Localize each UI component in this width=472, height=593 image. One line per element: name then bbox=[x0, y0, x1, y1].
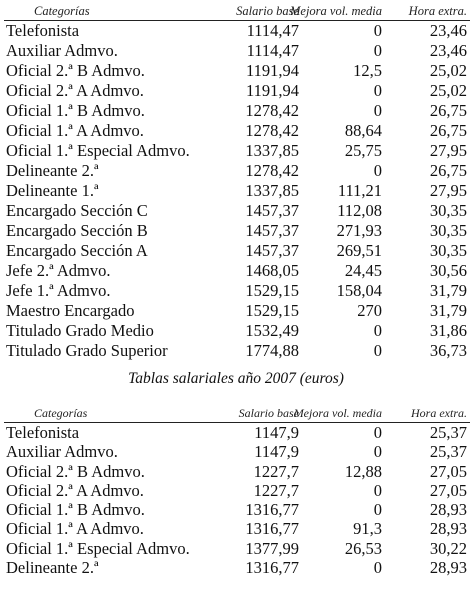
cell-salario-base: 1114,47 bbox=[246, 41, 299, 60]
header-salario-base: Salario base bbox=[236, 4, 299, 18]
cell-salario-base: 1337,85 bbox=[245, 141, 299, 160]
header-hora-extra: Hora extra. bbox=[411, 406, 467, 420]
header-mejora: Mejora vol. media bbox=[290, 4, 382, 18]
cell-salario-base: 1457,37 bbox=[245, 221, 299, 240]
cell-mejora: 0 bbox=[373, 480, 382, 500]
cell-mejora: 0 bbox=[373, 500, 382, 520]
table-row bbox=[4, 221, 470, 241]
cell-hora-extra: 36,73 bbox=[429, 341, 467, 360]
table-row bbox=[4, 61, 470, 81]
cell-categoria: Oficial 2.ª A Admvo. bbox=[6, 81, 144, 100]
table-row bbox=[4, 81, 470, 101]
cell-categoria: Maestro Encargado bbox=[6, 301, 135, 320]
cell-hora-extra: 25,37 bbox=[429, 442, 467, 462]
table-row bbox=[4, 519, 470, 538]
table-row bbox=[4, 141, 470, 161]
cell-salario-base: 1278,42 bbox=[245, 101, 299, 120]
cell-mejora: 12,5 bbox=[353, 61, 382, 80]
cell-categoria: Oficial 2.ª B Admvo. bbox=[6, 461, 145, 481]
cell-mejora: 88,64 bbox=[344, 121, 382, 140]
cell-categoria: Telefonista bbox=[6, 423, 80, 442]
cell-salario-base: 1114,47 bbox=[246, 21, 299, 40]
cell-salario-base: 1529,15 bbox=[245, 301, 299, 320]
cell-hora-extra: 26,75 bbox=[429, 121, 467, 140]
table-row bbox=[4, 442, 470, 461]
cell-hora-extra: 28,93 bbox=[429, 500, 467, 520]
cell-categoria: Encargado Sección B bbox=[6, 221, 148, 240]
cell-categoria: Oficial 2.ª A Admvo. bbox=[6, 480, 144, 500]
cell-mejora: 0 bbox=[373, 101, 382, 120]
cell-hora-extra: 27,05 bbox=[429, 461, 467, 481]
cell-mejora: 25,75 bbox=[344, 141, 382, 160]
header-categorias: Categorías bbox=[34, 406, 88, 420]
cell-salario-base: 1227,7 bbox=[253, 461, 299, 481]
cell-mejora: 271,93 bbox=[336, 221, 382, 240]
cell-hora-extra: 27,05 bbox=[429, 480, 467, 500]
cell-hora-extra: 23,46 bbox=[429, 41, 467, 60]
cell-salario-base: 1337,85 bbox=[245, 181, 299, 200]
salary-table-2007 bbox=[4, 404, 470, 577]
cell-categoria: Oficial 1.ª A Admvo. bbox=[6, 519, 144, 539]
cell-salario-base: 1191,94 bbox=[245, 61, 299, 80]
cell-categoria: Oficial 1.ª B Admvo. bbox=[6, 101, 145, 120]
table-row bbox=[4, 21, 470, 41]
cell-hora-extra: 23,46 bbox=[429, 21, 467, 40]
table-row bbox=[4, 423, 470, 442]
table-row bbox=[4, 201, 470, 221]
cell-hora-extra: 26,75 bbox=[429, 101, 467, 120]
cell-salario-base: 1532,49 bbox=[245, 321, 299, 340]
cell-categoria: Delineante 2.ª bbox=[6, 161, 99, 180]
cell-hora-extra: 30,35 bbox=[429, 201, 467, 220]
cell-salario-base: 1147,9 bbox=[254, 423, 299, 442]
cell-categoria: Auxiliar Admvo. bbox=[6, 41, 118, 60]
cell-salario-base: 1457,37 bbox=[245, 241, 299, 260]
cell-hora-extra: 31,79 bbox=[429, 301, 467, 320]
table-row bbox=[4, 341, 470, 361]
cell-hora-extra: 30,35 bbox=[429, 221, 467, 240]
table-row bbox=[4, 321, 470, 341]
cell-mejora: 111,21 bbox=[337, 181, 382, 200]
table-body bbox=[4, 21, 470, 361]
cell-salario-base: 1316,77 bbox=[245, 519, 299, 539]
header-mejora: Mejora vol. media bbox=[293, 406, 382, 420]
cell-hora-extra: 30,22 bbox=[429, 538, 467, 558]
cell-salario-base: 1316,77 bbox=[245, 558, 299, 578]
cell-mejora: 112,08 bbox=[337, 201, 382, 220]
cell-hora-extra: 25,37 bbox=[429, 423, 467, 442]
cell-salario-base: 1529,15 bbox=[245, 281, 299, 300]
header-categorias: Categorías bbox=[34, 4, 90, 18]
cell-categoria: Jefe 2.ª Admvo. bbox=[6, 261, 111, 280]
table-row bbox=[4, 41, 470, 61]
cell-categoria: Titulado Grado Medio bbox=[6, 321, 154, 340]
cell-mejora: 91,3 bbox=[353, 519, 382, 539]
cell-mejora: 0 bbox=[373, 81, 382, 100]
cell-categoria: Delineante 1.ª bbox=[6, 181, 99, 200]
cell-categoria: Delineante 2.ª bbox=[6, 558, 99, 578]
cell-hora-extra: 31,79 bbox=[429, 281, 467, 300]
cell-mejora: 12,88 bbox=[344, 461, 382, 481]
table-row bbox=[4, 101, 470, 121]
cell-categoria: Oficial 1.ª A Admvo. bbox=[6, 121, 144, 140]
cell-mejora: 0 bbox=[373, 321, 382, 340]
table-header bbox=[4, 2, 470, 21]
cell-salario-base: 1147,9 bbox=[254, 442, 299, 462]
cell-categoria: Oficial 1.ª Especial Admvo. bbox=[6, 538, 190, 558]
cell-mejora: 0 bbox=[373, 21, 382, 40]
cell-salario-base: 1468,05 bbox=[245, 261, 299, 280]
cell-hora-extra: 25,02 bbox=[429, 61, 467, 80]
table-row bbox=[4, 281, 470, 301]
cell-hora-extra: 27,95 bbox=[429, 181, 467, 200]
cell-mejora: 0 bbox=[373, 442, 382, 462]
cell-mejora: 0 bbox=[373, 423, 382, 442]
cell-hora-extra: 25,02 bbox=[429, 81, 467, 100]
table-row bbox=[4, 481, 470, 500]
cell-salario-base: 1278,42 bbox=[245, 121, 299, 140]
cell-salario-base: 1191,94 bbox=[245, 81, 299, 100]
cell-mejora: 26,53 bbox=[344, 538, 382, 558]
cell-mejora: 158,04 bbox=[336, 281, 382, 300]
cell-categoria: Oficial 2.ª B Admvo. bbox=[6, 61, 145, 80]
table-header bbox=[4, 404, 470, 423]
cell-categoria: Telefonista bbox=[6, 21, 80, 40]
cell-categoria: Oficial 1.ª B Admvo. bbox=[6, 500, 145, 520]
cell-hora-extra: 30,35 bbox=[429, 241, 467, 260]
header-salario-base: Salario base bbox=[238, 406, 299, 420]
cell-salario-base: 1278,42 bbox=[245, 161, 299, 180]
cell-categoria: Auxiliar Admvo. bbox=[6, 442, 118, 462]
salary-table-2006 bbox=[4, 2, 470, 361]
header-hora-extra: Hora extra. bbox=[408, 4, 467, 18]
cell-mejora: 0 bbox=[373, 341, 382, 360]
table-row bbox=[4, 500, 470, 519]
table-row bbox=[4, 121, 470, 141]
cell-salario-base: 1227,7 bbox=[253, 480, 299, 500]
cell-hora-extra: 27,95 bbox=[429, 141, 467, 160]
table-row bbox=[4, 241, 470, 261]
table-body bbox=[4, 423, 470, 577]
cell-mejora: 269,51 bbox=[336, 241, 382, 260]
cell-mejora: 24,45 bbox=[344, 261, 382, 280]
cell-salario-base: 1774,88 bbox=[245, 341, 299, 360]
cell-salario-base: 1457,37 bbox=[245, 201, 299, 220]
cell-mejora: 0 bbox=[373, 161, 382, 180]
cell-hora-extra: 30,56 bbox=[429, 261, 467, 280]
cell-mejora: 0 bbox=[373, 41, 382, 60]
table-row bbox=[4, 161, 470, 181]
cell-salario-base: 1377,99 bbox=[245, 538, 299, 558]
cell-categoria: Encargado Sección A bbox=[6, 241, 148, 260]
cell-categoria: Encargado Sección C bbox=[6, 201, 148, 220]
table-row bbox=[4, 181, 470, 201]
cell-salario-base: 1316,77 bbox=[245, 500, 299, 520]
cell-hora-extra: 28,93 bbox=[429, 558, 467, 578]
cell-categoria: Titulado Grado Superior bbox=[6, 341, 168, 360]
cell-hora-extra: 28,93 bbox=[429, 519, 467, 539]
table-caption: Tablas salariales año 2007 (euros) bbox=[128, 370, 344, 387]
cell-hora-extra: 31,86 bbox=[429, 321, 467, 340]
cell-hora-extra: 26,75 bbox=[429, 161, 467, 180]
cell-mejora: 270 bbox=[357, 301, 382, 320]
cell-categoria: Oficial 1.ª Especial Admvo. bbox=[6, 141, 190, 160]
table-row bbox=[4, 462, 470, 481]
table-row bbox=[4, 301, 470, 321]
cell-categoria: Jefe 1.ª Admvo. bbox=[6, 281, 111, 300]
table-row bbox=[4, 558, 470, 577]
table-row bbox=[4, 539, 470, 558]
cell-mejora: 0 bbox=[373, 558, 382, 578]
table-row bbox=[4, 261, 470, 281]
